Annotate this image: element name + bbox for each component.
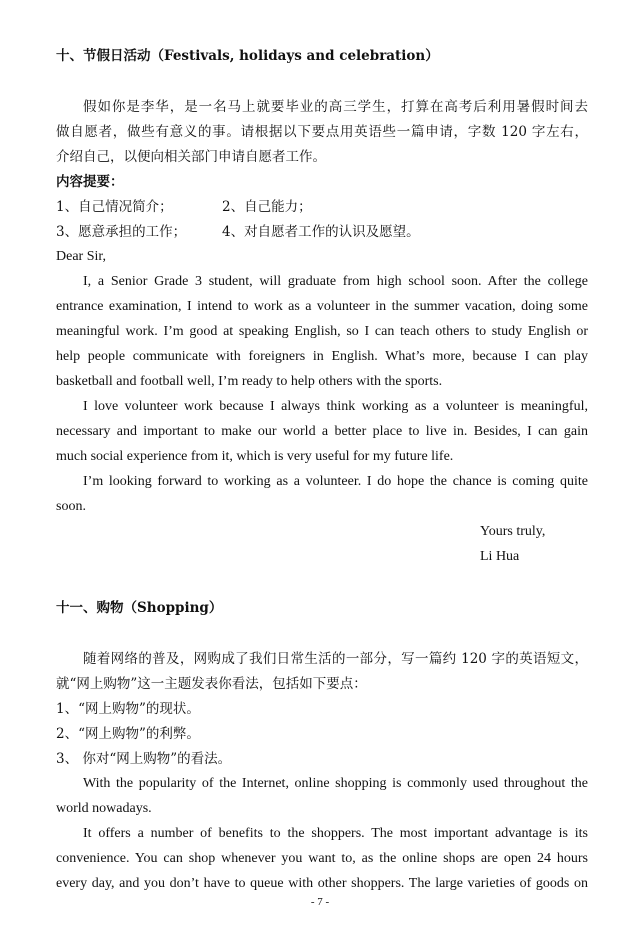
points-title: 内容提要： xyxy=(56,174,124,190)
essay-line: I, a Senior Grade 3 student, will graduate from high school soon. After the college xyxy=(83,274,588,289)
essay-line: It offers a number of benefits to the shoppers. The most important advantage is its xyxy=(83,826,588,841)
prompt-line: 做自愿者，做些有意义的事。请根据以下要点用英语些一篇申请，字数 120 字左右， xyxy=(56,124,588,140)
prompt-line: 就“网上购物”这一主题发表你看法，包括如下要点： xyxy=(56,676,367,692)
point-item: 2、自己能力； xyxy=(222,199,312,215)
prompt-line: 随着网络的普及，网购成了我们日常生活的一部分，写一篇约 120 字的英语短文， xyxy=(83,651,588,667)
point-row xyxy=(56,198,588,216)
section-11-heading: 十一、购物（Shopping） xyxy=(56,600,223,616)
point-item: 3、 你对“网上购物”的看法。 xyxy=(56,751,232,767)
essay-line: every day, and you don’t have to queue with other shoppers. The large varieties of goods on xyxy=(56,876,588,891)
essay-line: meaningful work. I’m good at speaking English, so I can teach others to study English or xyxy=(56,324,588,339)
essay-line: help people communicate with foreigners in English. What’s more, because I can play xyxy=(56,349,588,364)
essay-line: I love volunteer work because I always think working as a volunteer is meaningful, xyxy=(83,399,588,414)
point-item: 3、愿意承担的工作； xyxy=(56,224,187,240)
prompt-line: 介绍自己，以便向相关部门申请自愿者工作。 xyxy=(56,149,326,165)
essay-line: With the popularity of the Internet, online shopping is commonly used throughout the xyxy=(83,776,588,791)
point-item: 1、自己情况简介； xyxy=(56,199,173,215)
point-item: 2、“网上购物”的利弊。 xyxy=(56,726,200,742)
essay-line: entrance examination, I intend to work as a volunteer in the summer vacation, doing some xyxy=(56,299,588,314)
point-row xyxy=(56,223,588,241)
point-item: 1、“网上购物”的现状。 xyxy=(56,701,200,717)
letter-closing: Yours truly, xyxy=(480,524,546,539)
letter-signature: Li Hua xyxy=(480,549,520,564)
essay-line: soon. xyxy=(56,499,86,514)
essay-line: I’m looking forward to working as a volunteer. I do hope the chance is coming quite xyxy=(83,474,588,489)
essay-line: necessary and important to make our world a better place to live in. Besides, I can gain xyxy=(56,424,588,439)
point-item: 4、对自愿者工作的认识及愿望。 xyxy=(222,224,420,240)
prompt-line: 假如你是李华，是一名马上就要毕业的高三学生，打算在高考后利用暑假时间去 xyxy=(83,99,588,115)
essay-line: much social experience from it, which is very useful for my future life. xyxy=(56,449,454,464)
section-10-heading: 十、节假日活动（Festivals, holidays and celebration） xyxy=(56,48,439,64)
essay-line: world nowadays. xyxy=(56,801,152,816)
page-number: - 7 - xyxy=(310,896,330,908)
essay-line: basketball and football well, I’m ready to help others with the sports. xyxy=(56,374,443,389)
letter-greeting: Dear Sir, xyxy=(56,249,106,264)
essay-line: convenience. You can shop whenever you want to, as the online shops are open 24 hours xyxy=(56,851,588,866)
